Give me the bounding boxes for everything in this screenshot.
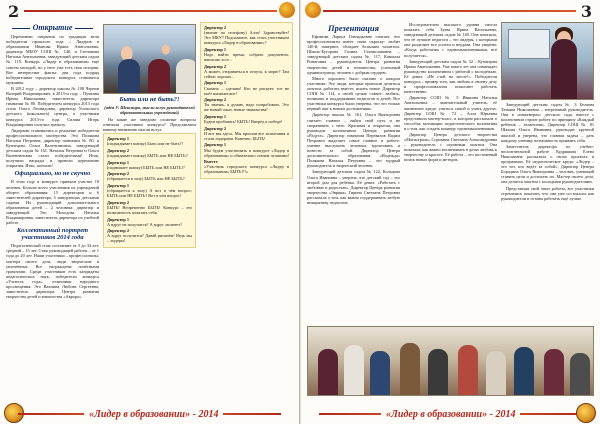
paragraph: Директор СОШ № 5 Ивакина Наталья Анатольевна – замечательный учитель, её жизненное кредо: учиться самой и учить других. Директор СОШ № 72 – Алла Юрьевна представила мастер-класс, в котором рассказала о способах мотивации педагогического коллектива и о том, как создать команду единомышленников. [404, 95, 497, 131]
dialog-speaker: Директор 1 [107, 183, 130, 189]
section-heading: Презентация [327, 23, 380, 33]
page-number: 3 [580, 2, 592, 21]
section-subtitle: (идея У. Шекспира, мысли вслух руководителей образовательных учреждений) [104, 105, 195, 115]
page-right [300, 0, 600, 424]
dialog-line: (звонит по телефону) Алло! Здравствуйте! Это МКУ? Подскажите, как стать участником конкурса «Лидер в образовании»? [204, 30, 289, 46]
column-3 [200, 22, 293, 398]
dialog-line: А может, отправиться в отпуск, к морю? Там сейчас хорошо... [204, 68, 289, 79]
page-header [301, 0, 600, 20]
dialog-speaker: Вместе [204, 159, 218, 165]
dialog-speaker: Директор 1 [204, 114, 227, 119]
dialog-box [200, 22, 293, 179]
columns [6, 22, 293, 398]
column-3 [501, 22, 594, 324]
header-rule [24, 10, 277, 12]
dialog-line: Сказано – сделано! Кто не рискует, тот не пьёт шампанское! [204, 85, 289, 96]
page-header [0, 0, 299, 20]
paragraph: Церемонию открытия по традиции вели победители прошлого года – Лидеров в образовании Иванова Ирина Анатольевна, директор МБОУ СОШ № 140, и Степанова Наталья Анатольевна, заведующий детским садом № 119. Конкурс «Лидер в образовании» ещё совсем молодой, но у него уже есть своя история. Вот интересные факты: два года подряд победителями городского конкурса становятся мужчины. [6, 34, 99, 85]
dialog-line: А вдруг получится? Давай рискнём! Ведь мы – лидеры! [107, 233, 192, 244]
dialog-speaker: Директор 2 [204, 25, 227, 30]
paragraph: В 2012 году – директор школы № 108 Чернов Валерий Владимирович, в 2013-м году – Пучкина Ирина Николаевна, заместитель директора гимназии № 80. Победителем конкурса 2013 года стала Ольга Леонидовна, директор Усольского детского (школьного) центра, а участники конкурса 2013-го года Сильва Игорь Владимирович получил грамоту. [6, 85, 99, 127]
dialog-speaker: Директор 1 [204, 46, 227, 52]
dialog-line: БЫТЬ! Непременно БЫТЬ! Конкурс – это возможность показать себя. [107, 204, 192, 215]
column-1 [6, 22, 99, 398]
paragraph: Лидерами становились и реальные победители профессионального мастерства. Это Полякова Наталья Петровна, директор гимназии № 80, и Кузнецова Ольга Валентиновна, заведующий детским садом № 161. Наталья Петровна и Ольга Валентиновна стали победителями! Итак, получили награды и провели церемонию открытия. Итак, поехали! [6, 127, 99, 169]
dialog-speaker: Директор 2 [204, 63, 227, 69]
dialog-speaker: Директор 1 [107, 136, 130, 142]
dialog-speaker: Директор 1 [107, 216, 130, 222]
dialog-line: Будем пробовать! БЫТЬ! Вперёд к победе! [204, 119, 283, 125]
page-number: 2 [8, 2, 20, 21]
paragraph: Заведующий детским садом № 32 – Кузнецова Ирина Анатольевна. Уже много лет она совмещает руководство коллективом с работой с молодёжью. Её девиз: «Не стой на месте!». Победители конкурса – пример того, как любовь к своему делу и профессионализм помогают работать качественно. [404, 58, 497, 95]
dialog-line: Мы будем участвовать в конкурсе «Лидер в образовании» и обязательно станем лучшими! [204, 147, 289, 158]
dialog-line: «Участник городского конкурса «Лидер в образовании» БЫТЬ!!!» [204, 164, 289, 175]
column-2 [404, 22, 497, 324]
paragraph: Педагогический стаж составляет от 5 до 34 лет, средний – 15 лет. Стаж руководящей работы – от 1 года до 20 лет. Наши участники – профессионалы, мастера своего дела, люди творческие и увлечённые. Все награждены почётными грамотами. Среди участников есть кандидаты педагогических наук, победители конкурса «Учитель года», отличники народного просвещения. Это Вахнина Любовь Сергеевна, заместитель директора Центра развития творчества детей и юношества «Аврора». [6, 243, 99, 300]
paragraph: В этом году в конкурсе приняли участие 18 человек. Больше всего участников из учреждений общего образования: 15 директоров и 6 заместителей директора, 3 заведующих детскими садами. Их руководящий дополнительного образования детей – 2 человека: директор и заведующий. Это Молодова Наталья Владимировна, заместитель директора по учебной работе. [6, 179, 99, 226]
dialog-box [103, 133, 196, 248]
photo-group [307, 326, 594, 396]
paragraph: Заместитель директора по учебно-воспитательной работе Кудряшова Елена Николаевна рассказала о своих проектах и программах. Её педагогическое кредо: «Лидер – это тот, кто ведёт за собой». Директор Центра Бородина Ольга Викторовна – человек, умеющий ставить цели и достигать их. Мастер своего дела, она делится опытом с молодыми руководителями. [501, 143, 594, 185]
dialog-line: (обращается к залу) А вот в чём вопрос: БЫТЬ или НЕ БЫТЬ? Вот в чём вопрос! [107, 188, 192, 199]
dialog-speaker: Директор 1 [107, 159, 130, 165]
paragraph: Представляя свой опыт работы, все участники стремились показать, что они уже состоялись как руководители и готовы работать ещё лучше. [501, 185, 594, 201]
paragraph: Директор Центра детского творчества «Магистраль» Сорокина Светлана Александровна – руководитель с огромным опытом. Она показала, как важно воспитывать в детях любовь к творчеству и красоте. Её работа – это постоянный поиск новых форм и методов. [404, 131, 497, 163]
dialog-speaker: Директор 1 [204, 80, 227, 86]
page-footer [301, 400, 600, 424]
section-heading: Быть или не быть?! [119, 96, 180, 103]
section-heading: Открытие [6, 24, 99, 32]
footer-title: «Лидер в образовании» - 2014 [381, 409, 520, 420]
dialog-speaker: Директор 2 [204, 97, 227, 103]
column-2 [103, 22, 196, 398]
section-heading: Коллективный портрет участников 2014 года [16, 227, 89, 242]
dialog-speaker: Директор 2 [107, 147, 130, 153]
dialog-line: (поднимает шапку) БЫТЬ или НЕ БЫТЬ!? [107, 164, 185, 170]
medal-icon [576, 403, 596, 423]
section-heading: Официально, но не скучно [14, 170, 91, 178]
dialog-line: (подкидывает шапку) Быть или не быть?! [107, 141, 183, 147]
dialog-line: Надо найти время, собрать документы, написать эссе... [204, 51, 289, 63]
footer-title: «Лидер в образовании» - 2014 [84, 409, 223, 420]
dialog-speaker: Директор 2 [204, 125, 227, 131]
emblem-icon [279, 2, 295, 18]
paragraph: Исследователем высокого уровня смогла показать себя Зуева Ирина Васильевна, заведующий детским садом № 140. Она показала, что её лучшие педагоги – это лидеры, с которыми она разделяет все успехи и неудачи. Она уверена: «Когда работаешь с единомышленниками, всё получается». [404, 22, 497, 58]
dialog-line: (обращается к залу) БЫТЬ или НЕ БЫТЬ? [107, 176, 185, 182]
paragraph: Много хорошего было сказано о каждом участнике. Это люди, которые приехали делиться опытом, работать вместе, искать новое. Директор СОШ № 114, а своей целью ставит: любить, понимать и поддерживать педагогов и детей. Все участники конкурса были уверены, что это только первый шаг к новым достижениям. [307, 75, 400, 112]
paragraph: Директор школы № 161, Ольга Викторовна считает: главное – найти свой путь и не сворачивать с него. Красивая и открытая, она руководит коллективом Центра развития «Радуга». Директор гимназии Перевалов Вадим Петрович выделяет самое главное в работе: умение выслушать человека, вдохновить и повести за собой. Директор Центра дополнительного образования «Надежда» Полякова Наталья Петровна – это мудрый руководитель и творческий человек. [307, 112, 400, 169]
dialog-speaker: Директор 2 [107, 171, 130, 177]
paragraph: Заведующий детским садом № 122, Кольцова Ольга Ивановна – уверена, что детский сад – это второй дом для ребёнка. Её девиз: «Работать с любовью и радостью». Директор Центра развития творчества «Эврика» Гирина Светлана Петровна рассказала о том, как важно поддерживать любую инициативу педагогов. [307, 169, 400, 205]
dialog-line: (подкидывает шапку) БЫТЬ или НЕ БЫТЬ? [107, 153, 188, 159]
paragraph: На какие же заведомо сложные вопросы отвечали участники конкурса? Представляем вашему вниманию мысли вслух. [103, 117, 196, 133]
dialog-speaker: Директор 2 [107, 199, 130, 205]
paragraph: Ефимова Лариса Геннадьевна считает, что профессионализм имеет свою окраску: любит 140-й, наверное, обладает большим талантом. Шмаль-Бугорова Галина Станиславовна – заведующий детским садом № 117, Камилла Ринатовна – руководитель Центра развития творчества детей и юношества, успешный администратор, человек с добрым сердцем. [307, 34, 400, 75]
header-rule [323, 10, 576, 12]
photo-speaker [501, 22, 594, 100]
dialog-line: И вот мы здесь. Мы прошли все испытания и стали лидерами. Конечно, БЫТЬ! [204, 130, 289, 141]
dialog-line: Ты знаешь, я думаю, надо попробовать. Это же новый опыт, новые знакомства! [204, 102, 289, 113]
emblem-icon [305, 2, 321, 18]
paragraph: Заведующий детским садом № 3 Беляева Татьяна Николаевна – энергичный руководитель. Она в «инженерах» детского сада, вместе с коллективом строит работу по принципу «Каждый ребёнок – талантлив». Директор СОШ № 81 Шахова Ольга Ивановна, руководит крупной школой и уверена, что главная задача – дать каждому ученику возможность проявить себя. [501, 102, 594, 143]
page-footer [0, 400, 299, 424]
photo-participants [103, 24, 196, 94]
dialog-speaker: Директор 2 [107, 228, 130, 234]
column-1 [307, 22, 400, 324]
dialog-line: А вдруг не получится? А вдруг засмеют? [107, 221, 183, 227]
columns [307, 22, 594, 324]
dialog-speaker: Директор 1 [204, 142, 227, 148]
